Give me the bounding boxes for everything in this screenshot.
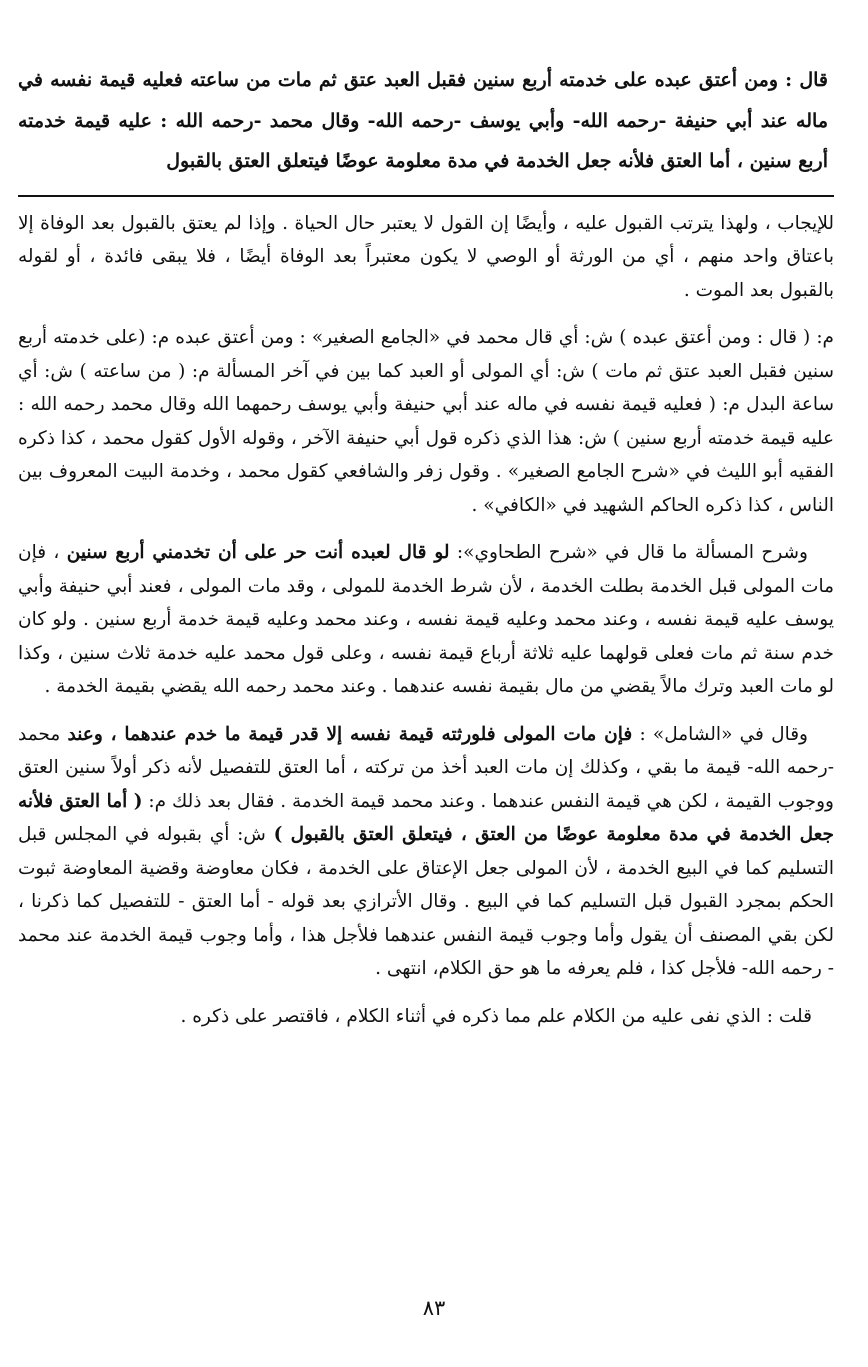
paragraph-3-rest: ، فإن مات المولى قبل الخدمة بطلت الخدمة ، لأن شرط الخدمة للمولى ، وقد مات المولى ، فعند أبي حنيفة وأبي يوسف عليه قيمة نفسه ، وعند محمد وعليه قيمة نفسه ، وعند محمد وعليه قيمة خدمة أربع سنين . ولو كان خدم سنة ثم مات فعلى قولهما عليه ثلاثة أرباع قيمة نفسه ، وعلى قول محمد عليه خدمة ثلاث سنين ، وكذا لو مات العبد وترك مالاً يقضي من مال بقيمة نفسه عندهما . وعند محمد رحمه الله يقضي بقيمة الخدمة . xyxy=(18,542,834,697)
matn-text: قال : ومن أعتق عبده على خدمته أربع سنين فقبل العبد عتق ثم مات من ساعته فعليه قيمة نفسه في ماله عند أبي حنيفة -رحمه الله- وأبي يوسف -رحمه الله- وقال محمد -رحمه الله : عليه قيمة خدمته أربع سنين ، أما العتق فلأنه جعل الخدمة في مدة معلومة عوضًا فيتعلق العتق بالقبول xyxy=(18,69,828,172)
paragraph-4-lead: وقال في «الشامل» : xyxy=(639,723,808,745)
commentary-paragraph-4 xyxy=(18,718,834,986)
paragraph-3-quote: لو قال لعبده أنت حر على أن تخدمني أربع سنين xyxy=(66,542,450,563)
page-body xyxy=(18,60,834,1047)
commentary-paragraph-1: للإيجاب ، ولهذا يترتب القبول عليه ، وأيضًا إن القول لا يعتبر حال الحياة . وإذا لم يعتق بالقبول بعد الوفاة إلا باعتاق واحد منهم ، أي من الورثة أو الوصي لا يكون معتبراً بعد الوفاة أيضًا ، فلا يبقى فائدة ، أو لقوله بالقبول بعد الموت . xyxy=(18,212,834,301)
paragraph-4-quote-2: ( أما العتق فلأنه جعل الخدمة في مدة معلومة عوضًا من العتق ، فيتعلق العتق بالقبول ) xyxy=(18,790,834,845)
commentary-paragraph-5: قلت : الذي نفى عليه من الكلام علم مما ذكره في أثناء الكلام ، فاقتصر على ذكره . xyxy=(180,1005,812,1027)
commentary-paragraph-2: م: ( قال : ومن أعتق عبده ) ش: أي قال محمد في «الجامع الصغير» : ومن أعتق عبده م: (على خدمته أربع سنين فقبل العبد عتق ثم مات ) ش: أي المولى أو العبد كما بين في آخر المسألة م: ( من ساعته ) ش: أي ساعة البدل م: ( فعليه قيمة نفسه في ماله عند أبي حنيفة وأبي يوسف رحمهما الله وقال محمد رحمه الله : عليه قيمة خدمته أربع سنين ) ش: هذا الذي ذكره قول أبي حنيفة الآخر ، وقوله الأول كقول محمد ، كذا ذكره الفقيه أبو الليث في «شرح الجامع الصغير» . وقول زفر والشافعي كقول محمد ، وخدمة البيت المعروف بين الناس ، كذا ذكره الحاكم الشهيد في «الكافي» . xyxy=(18,327,834,516)
commentary-paragraph-3 xyxy=(18,536,834,704)
paragraph-3-lead: وشرح المسألة ما قال في «شرح الطحاوي»: xyxy=(456,542,808,563)
page-number: ٨٣ xyxy=(422,1296,446,1320)
paragraph-4-quote-1: فإن مات المولى فلورثته قيمة نفسه إلا قدر قيمة ما خدم عندهما ، وعند xyxy=(67,723,633,745)
paragraph-4-rest: ش: أي بقبوله في المجلس قبل التسليم كما في البيع الخدمة ، لأن المولى جعل الإعتاق على الخدمة ، فكان معاوضة وقضية المعاوضة ثبوت الحكم بمجرد القبول قبل التسليم كما في البيع . وقال الأترازي بعد قوله - أما العتق - للتفصيل كما ذكرنا ، لكن بقي المصنف أن يقول وأما وجوب قيمة النفس عندهما فلأجل هذا ، وأما وجوب قيمة الخدمة عند محمد - رحمه الله- فلأجل كذا ، فلم يعرفه ما هو حق الكلام، انتهى . xyxy=(18,824,834,979)
paragraph-4-middle: محمد -رحمه الله- قيمة ما بقي ، وكذلك إن مات العبد أخذ من تركته ، أما العتق للتفصيل لأنه ذكر أولاً سنين العتق ووجوب القيمة ، لكن هي قيمة النفس عندهما . وعند محمد قيمة الخدمة . فقال بعد ذلك م: xyxy=(18,723,834,812)
matn-separator-rule xyxy=(18,195,834,197)
